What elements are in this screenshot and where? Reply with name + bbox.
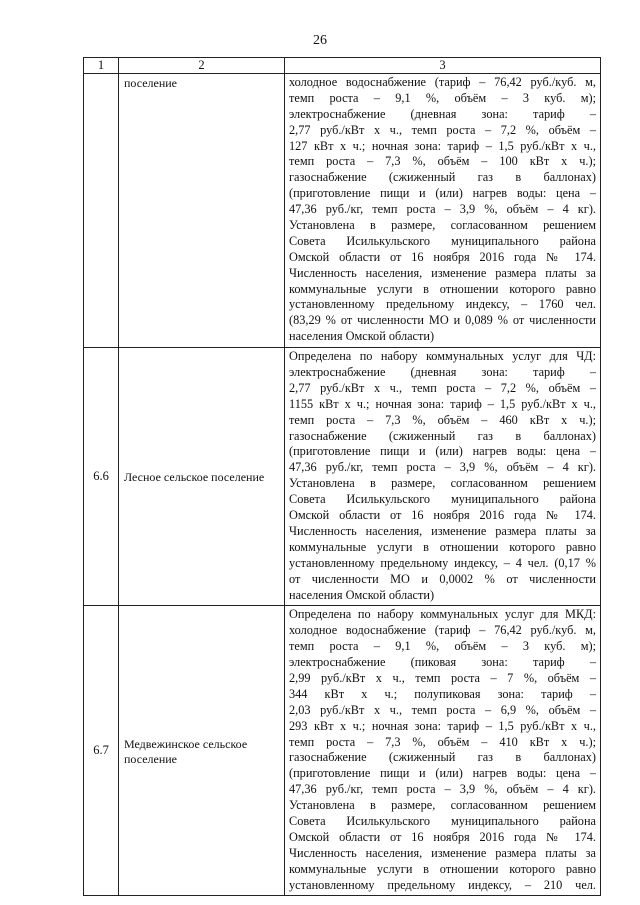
tariff-description [285, 348, 601, 606]
description-line: Установлена в размере, согласованном решением [289, 798, 596, 813]
description-line: установленному предельному индексу, – 1760 чел. [289, 297, 596, 312]
description-line: (приготовление пищи и (или) нагрев воды: цена – [289, 766, 596, 781]
description-line: установленному предельному индексу, – 4 чел. (0,17 % [289, 555, 596, 570]
description-line: 127 кВт х ч.; ночная зона: тариф – 1,5 руб./кВт х ч., [289, 138, 596, 153]
description-line: холодное водоснабжение (тариф – 76,42 руб./куб. м, [289, 75, 596, 89]
description-line: 47,36 руб./кг, темп роста – 3,9 %, объём – 4 кг). [289, 202, 596, 217]
tariff-description [285, 74, 601, 348]
settlement-name: поселение [119, 74, 285, 348]
description-line: Численность населения, изменение размера платы за [289, 845, 596, 860]
description-line: (приготовление пищи и (или) нагрев воды: цена – [289, 444, 596, 459]
description-line: электроснабжение (дневная зона: тариф – [289, 106, 596, 121]
description-line: Омской области от 16 ноября 2016 года № 174. [289, 829, 596, 844]
description-line: (83,29 % от численности МО и 0,089 % от численности [289, 313, 596, 328]
description-line: 344 кВт х ч.; полупиковая зона: тариф – [289, 686, 596, 701]
description-line: 2,77 руб./кВт х ч., темп роста – 7,2 %, объём – [289, 122, 596, 137]
description-line: Совета Исилькульского муниципального района [289, 813, 596, 828]
row-number: 6.7 [84, 606, 119, 896]
description-line: населения Омской области) [289, 587, 435, 602]
description-line: Определена по набору коммунальных услуг для МКД: [289, 607, 596, 622]
description-line: Совета Исилькульского муниципального района [289, 492, 596, 507]
tariff-table [83, 57, 601, 896]
settlement-name: Лесное сельское поселение [119, 348, 285, 606]
description-line: 293 кВт х ч.; ночная зона: тариф – 1,5 руб./кВт х ч., [289, 718, 596, 733]
description-line: Омской области от 16 ноября 2016 года № 174. [289, 249, 596, 264]
description-line: коммунальные услуги в отношении которого равно [289, 861, 596, 876]
row-number [84, 74, 119, 348]
description-line: темп роста – 7,3 %, объём – 100 кВт х ч.); [289, 154, 596, 169]
description-line: темп роста – 7,3 %, объём – 460 кВт х ч.); [289, 412, 596, 427]
header-col-1: 1 [84, 58, 119, 74]
description-line: Установлена в размере, согласованном решением [289, 218, 596, 233]
description-line: (приготовление пищи и (или) нагрев воды: цена – [289, 186, 596, 201]
table-row [84, 606, 601, 896]
description-line: Определена по набору коммунальных услуг для ЧД: [289, 349, 596, 364]
description-line: 47,36 руб./кг, темп роста – 3,9 %, объём – 4 кг). [289, 782, 596, 797]
settlement-name: Медвежинское сельское поселение [119, 606, 285, 896]
description-line: 1155 кВт х ч.; ночная зона: тариф – 1,5 руб./кВт х ч., [289, 396, 596, 411]
page-number: 26 [313, 33, 327, 48]
description-line: 2,03 руб./кВт х ч., темп роста – 6,9 %, объём – [289, 702, 596, 717]
header-col-3: 3 [285, 58, 601, 74]
description-line: электроснабжение (дневная зона: тариф – [289, 365, 596, 380]
description-line: коммунальные услуги в отношении которого равно [289, 539, 596, 554]
description-line: Численность населения, изменение размера платы за [289, 265, 596, 280]
description-line: 47,36 руб./кг, темп роста – 3,9 %, объём – 4 кг). [289, 460, 596, 475]
description-line: 2,77 руб./кВт х ч., темп роста – 7,2 %, объём – [289, 380, 596, 395]
description-line: газоснабжение (сжиженный газ в баллонах) [289, 750, 596, 765]
description-line: Совета Исилькульского муниципального района [289, 233, 596, 248]
description-line: населения Омской области) [289, 329, 435, 344]
table-header-row [84, 58, 601, 74]
description-line: газоснабжение (сжиженный газ в баллонах) [289, 170, 596, 185]
table-row [84, 74, 601, 348]
tariff-description [285, 606, 601, 896]
description-line: от численности МО и 0,0002 % от численности [289, 571, 596, 586]
description-line: Омской области от 16 ноября 2016 года № 174. [289, 508, 596, 523]
description-line: установленному предельному индексу, – 210 чел. [289, 877, 596, 892]
description-line: темп роста – 9,1 %, объём – 3 куб. м); [289, 90, 596, 105]
description-line: Установлена в размере, согласованном решением [289, 476, 596, 491]
description-line: Численность населения, изменение размера платы за [289, 523, 596, 538]
description-line: коммунальные услуги в отношении которого равно [289, 281, 596, 296]
row-number: 6.6 [84, 348, 119, 606]
description-line: темп роста – 7,3 %, объём – 410 кВт х ч.); [289, 734, 596, 749]
description-line: темп роста – 9,1 %, объём – 3 куб. м); [289, 639, 596, 654]
header-col-2: 2 [119, 58, 285, 74]
description-line: холодное водоснабжение (тариф – 76,42 руб./куб. м, [289, 623, 596, 638]
table-row [84, 348, 601, 606]
description-line: электроснабжение (пиковая зона: тариф – [289, 655, 596, 670]
description-line: газоснабжение (сжиженный газ в баллонах) [289, 428, 596, 443]
description-line: 2,99 руб./кВт х ч., темп роста – 7 %, объём – [289, 670, 596, 685]
